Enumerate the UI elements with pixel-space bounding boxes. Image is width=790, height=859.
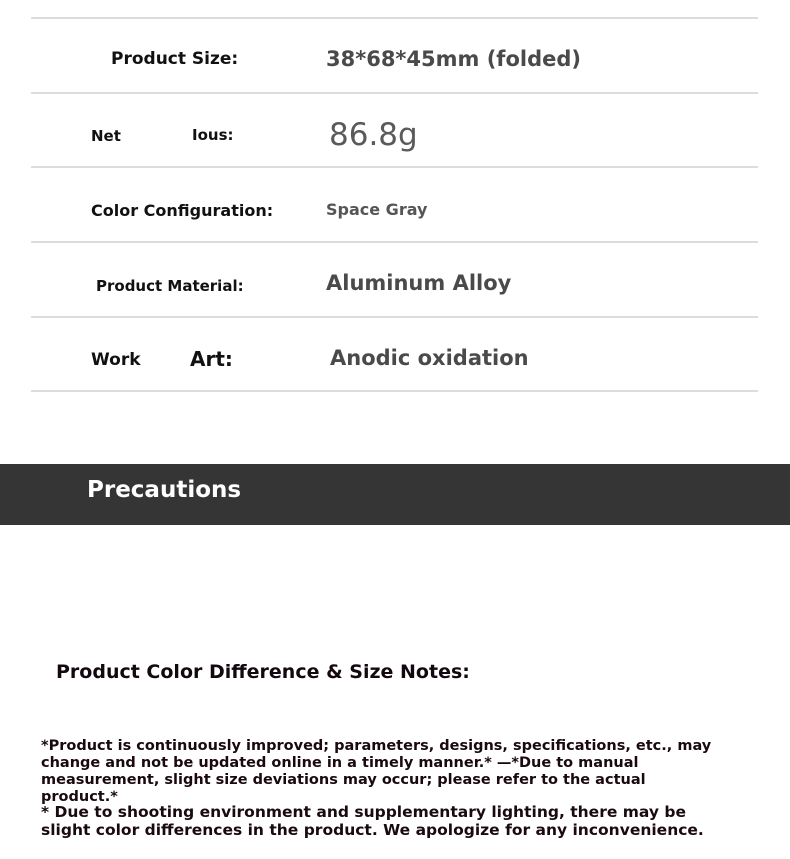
divider <box>31 390 758 392</box>
spec-value-size: 38*68*45mm (folded) <box>326 47 581 71</box>
spec-value-color: Space Gray <box>326 200 428 219</box>
precautions-banner <box>0 464 790 525</box>
spec-label-weight-part1: Net <box>91 127 121 145</box>
spec-value-craft: Anodic oxidation <box>330 346 529 370</box>
divider <box>31 92 758 94</box>
divider <box>31 17 758 19</box>
divider <box>31 316 758 318</box>
spec-label-material: Product Material: <box>96 277 244 295</box>
divider <box>31 241 758 243</box>
spec-label-size: Product Size: <box>111 49 239 69</box>
precautions-title: Precautions <box>87 477 242 503</box>
spec-label-craft-part2: Art: <box>190 347 233 371</box>
spec-value-material: Aluminum Alloy <box>326 271 512 295</box>
note-text: * Due to shooting environment and supplementary lighting, there may be slight color differences in the product. We apologize for any inconvenience. <box>41 803 704 839</box>
spec-label-color: Color Configuration: <box>91 201 274 220</box>
spec-value-weight: 86.8g <box>329 117 418 153</box>
spec-label-weight-part2: Ious: <box>192 126 234 144</box>
spec-label-craft-part1: Work <box>91 350 141 370</box>
note-text: *Product is continuously improved; parameters, designs, specifications, etc., may change and not be updated online in a timely manner.* —*Due to manual measurement, slight size deviations may occur; please refer to the actual product.* <box>41 738 712 805</box>
notes-heading: Product Color Difference & Size Notes: <box>56 661 470 683</box>
divider <box>31 166 758 168</box>
